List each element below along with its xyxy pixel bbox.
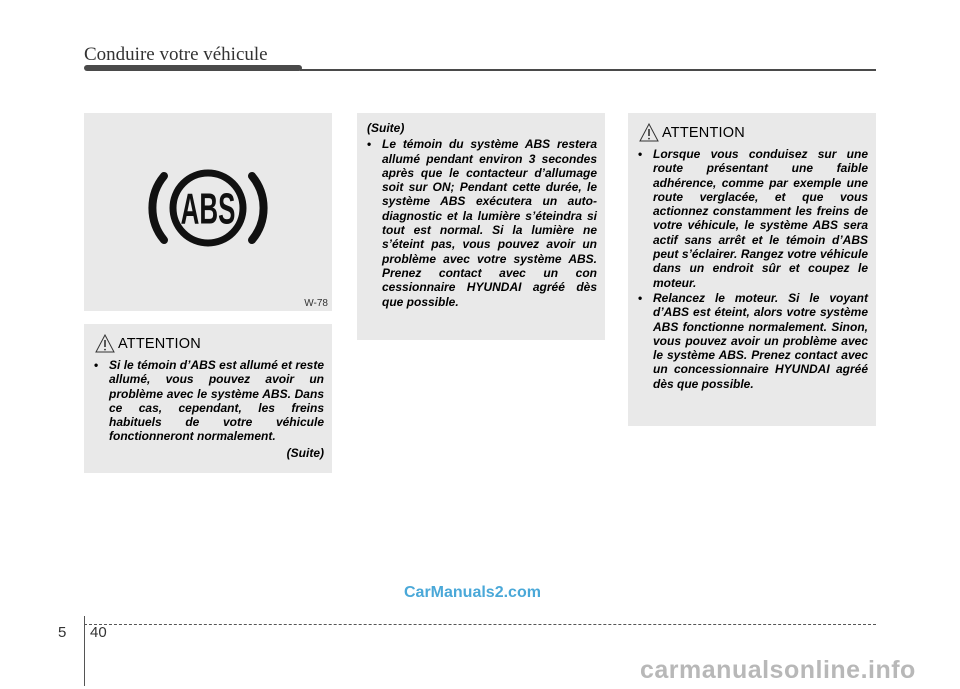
header-bar xyxy=(84,65,302,71)
header-rule xyxy=(300,69,876,71)
warning-triangle-icon xyxy=(639,123,659,142)
attention-title: ATTENTION xyxy=(662,125,745,141)
page-header-title: Conduire votre véhicule xyxy=(84,44,268,65)
abs-lamp-label: ABS xyxy=(180,184,236,234)
figure-code: W-78 xyxy=(304,298,328,309)
continuation-item: • Le témoin du système ABS restera allumé pendant environ 3 secondes après que le contacteur d’allumage soit sur ON; Pendant cette durée, le système ABS exécutera un auto-diagnostic et la lumière s’éteindra si tout est normal. Si la lumière ne s’éteint pas, vous pouvez avoir un problème avec votre système ABS. Prenez contact avec un con cessionnaire HYUNDAI agréé dès que possible. xyxy=(367,137,597,309)
watermark-link[interactable]: CarManuals2.com xyxy=(404,584,541,601)
watermark-text: carmanualsonline.info xyxy=(640,656,916,684)
attention-panel-2 xyxy=(628,113,876,426)
attention-title: ATTENTION xyxy=(118,336,201,352)
chapter-number: 5 xyxy=(58,624,67,641)
footer-divider xyxy=(84,616,85,686)
abs-warning-lamp-icon xyxy=(144,158,272,258)
warning-triangle-icon xyxy=(95,334,115,353)
continuation-label: (Suite) xyxy=(367,121,405,135)
attention-item: • Lorsque vous conduisez sur une route présentant une faible adhérence, comme par exemple une route verglacée, et que vous actionnez constamment les freins de votre véhicule, le système ABS sera actif sans arrêt et le témoin d’ABS peut s’éclairer. Rangez votre véhicule dans un endroit sûr et coupez le moteur. xyxy=(638,147,868,290)
continuation-panel xyxy=(357,113,605,340)
continued-label: (Suite) xyxy=(286,445,324,460)
attention-panel-1 xyxy=(84,324,332,473)
attention-item: • Si le témoin d’ABS est allumé et reste allumé, vous pouvez avoir un problème avec le système ABS. Dans ce cas, cependant, les freins habituels de votre véhicule fonctionneront normalement. xyxy=(94,358,324,444)
footer-rule xyxy=(84,624,876,625)
page-number: 40 xyxy=(90,624,107,641)
abs-figure-panel xyxy=(84,113,332,311)
attention-item: • Relancez le moteur. Si le voyant d’ABS est éteint, alors votre système ABS fonctionne normalement. Sinon, vous pouvez avoir un problème avec le système ABS. Prenez contact avec un concessionnaire HYUNDAI agréé dès que possible. xyxy=(638,291,868,391)
